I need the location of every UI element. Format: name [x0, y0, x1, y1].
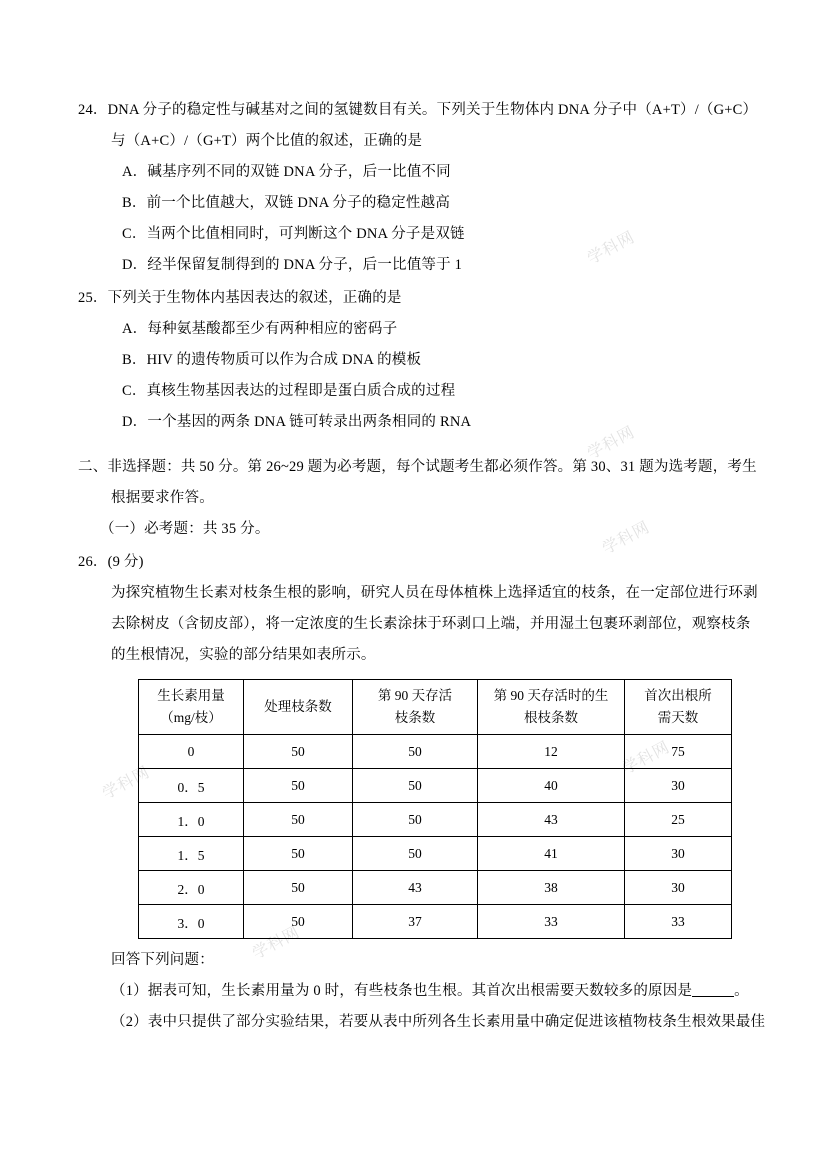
table-header-cell: [478, 680, 625, 735]
watermark: 学科网: [99, 763, 153, 803]
table-cell: 33: [625, 905, 732, 939]
table-cell: 38: [478, 871, 625, 905]
table-header-cell: [625, 680, 732, 735]
table-cell: 30: [625, 837, 732, 871]
table-cell: 0．5: [139, 769, 244, 803]
watermark: 学科网: [619, 738, 673, 778]
section-two: [78, 452, 757, 545]
experiment-table-wrapper: [138, 679, 750, 939]
table-cell: 50: [244, 837, 353, 871]
question-24-option-b: B．前一个比值越大，双链 DNA 分子的稳定性越高: [122, 195, 451, 211]
table-header-line: 枝条数: [394, 710, 436, 725]
table-cell: 30: [625, 871, 732, 905]
answer-blank[interactable]: [692, 996, 734, 997]
table-header-line: （mg/枝）: [160, 710, 222, 725]
document-content: [78, 95, 766, 1040]
question-26-body-line: 去除树皮（含韧皮部），将一定浓度的生长素涂抹于环剥口上端，并用湿土包裹环剥部位，观察枝条: [111, 616, 751, 632]
table-cell: 50: [244, 905, 353, 939]
table-cell: 50: [353, 735, 478, 769]
question-25-option-b: B．HIV 的遗传物质可以作为合成 DNA 的模板: [122, 352, 422, 368]
table-cell: 2．0: [139, 871, 244, 905]
question-26-sub-1-tail: 。: [734, 983, 749, 999]
question-25-option-d: D．一个基因的两条 DNA 链可转录出两条相同的 RNA: [122, 414, 472, 430]
question-26-body-line: 的生根情况，实验的部分结果如表所示。: [111, 647, 376, 663]
question-26-sub-2: （2）表中只提供了部分实验结果，若要从表中所列各生长素用量中确定促进该植物枝条生根效果最佳: [111, 1014, 766, 1030]
table-cell: 3．0: [139, 905, 244, 939]
table-header-line: 第 90 天存活时的生: [493, 688, 609, 703]
table-cell: 40: [478, 769, 625, 803]
table-cell: 37: [353, 905, 478, 939]
experiment-table: [138, 679, 732, 939]
table-cell: 41: [478, 837, 625, 871]
question-26: [78, 547, 766, 1038]
watermark: 学科网: [599, 518, 653, 558]
table-cell: 50: [353, 803, 478, 837]
table-cell: 43: [353, 871, 478, 905]
question-26-sub-1: [78, 976, 750, 1007]
table-row: [139, 905, 732, 939]
question-25-stem-line: 25．下列关于生物体内基因表达的叙述，正确的是: [78, 290, 402, 306]
table-cell: 12: [478, 735, 625, 769]
question-26-answer-prompt: 回答下列问题：: [111, 952, 214, 968]
question-26-body-line: 为探究植物生长素对枝条生根的影响，研究人员在母体植株上选择适宜的枝条，在一定部位进行环剥: [111, 585, 758, 601]
table-cell: 33: [478, 905, 625, 939]
table-header-line: 处理枝条数: [264, 699, 332, 714]
section-two-subheading: （一）必考题：共 35 分。: [100, 521, 270, 537]
table-header-cell: [244, 680, 353, 735]
table-cell: 50: [353, 769, 478, 803]
question-26-sub-1-text: （1）据表可知，生长素用量为 0 时，有些枝条也生根。其首次出根需要天数较多的原因是: [111, 983, 693, 999]
question-24-option-a: A．碱基序列不同的双链 DNA 分子，后一比值不同: [122, 164, 451, 180]
table-cell: 50: [244, 803, 353, 837]
table-cell: 0: [139, 735, 244, 769]
section-two-line: 二、非选择题：共 50 分。第 26~29 题为必考题，每个试题考生都必须作答。第 30、31 题为选考题，考生: [78, 459, 757, 475]
table-cell: 1．5: [139, 837, 244, 871]
table-cell: 30: [625, 769, 732, 803]
question-24-option-c: C．当两个比值相同时，可判断这个 DNA 分子是双链: [122, 226, 465, 242]
table-header-line: 根枝条数: [524, 710, 578, 725]
question-24: [78, 95, 758, 281]
table-row: [139, 837, 732, 871]
question-25-option-c: C．真核生物基因表达的过程即是蛋白质合成的过程: [122, 383, 456, 399]
table-header-line: 生长素用量: [157, 688, 225, 703]
table-header-row: [139, 680, 732, 735]
watermark: 学科网: [584, 228, 638, 268]
table-cell: 43: [478, 803, 625, 837]
table-header-cell: [353, 680, 478, 735]
table-row: [139, 769, 732, 803]
table-row: [139, 803, 732, 837]
table-header-line: 第 90 天存活: [377, 688, 453, 703]
question-25: [78, 283, 750, 438]
table-row: [139, 735, 732, 769]
table-cell: 1．0: [139, 803, 244, 837]
table-header-line: 首次出根所: [644, 688, 712, 703]
table-cell: 25: [625, 803, 732, 837]
table-cell: 50: [244, 769, 353, 803]
table-header-line: 需天数: [657, 710, 699, 725]
section-two-line: 根据要求作答。: [111, 490, 214, 506]
table-header-cell: [139, 680, 244, 735]
watermark: 学科网: [584, 423, 638, 463]
table-cell: 75: [625, 735, 732, 769]
table-cell: 50: [353, 837, 478, 871]
table-row: [139, 871, 732, 905]
question-26-number: 26．(9 分): [78, 554, 144, 570]
table-cell: 50: [244, 871, 353, 905]
table-cell: 50: [244, 735, 353, 769]
watermark: 学科网: [249, 923, 303, 963]
question-24-option-d: D．经半保留复制得到的 DNA 分子，后一比值等于 1: [122, 257, 463, 273]
question-24-stem-line: 24．DNA 分子的稳定性与碱基对之间的氢键数目有关。下列关于生物体内 DNA 分子中（A+T）/（G+C）: [78, 102, 758, 118]
question-25-option-a: A．每种氨基酸都至少有两种相应的密码子: [122, 321, 398, 337]
question-24-stem-line: 与（A+C）/（G+T）两个比值的叙述，正确的是: [111, 133, 423, 149]
